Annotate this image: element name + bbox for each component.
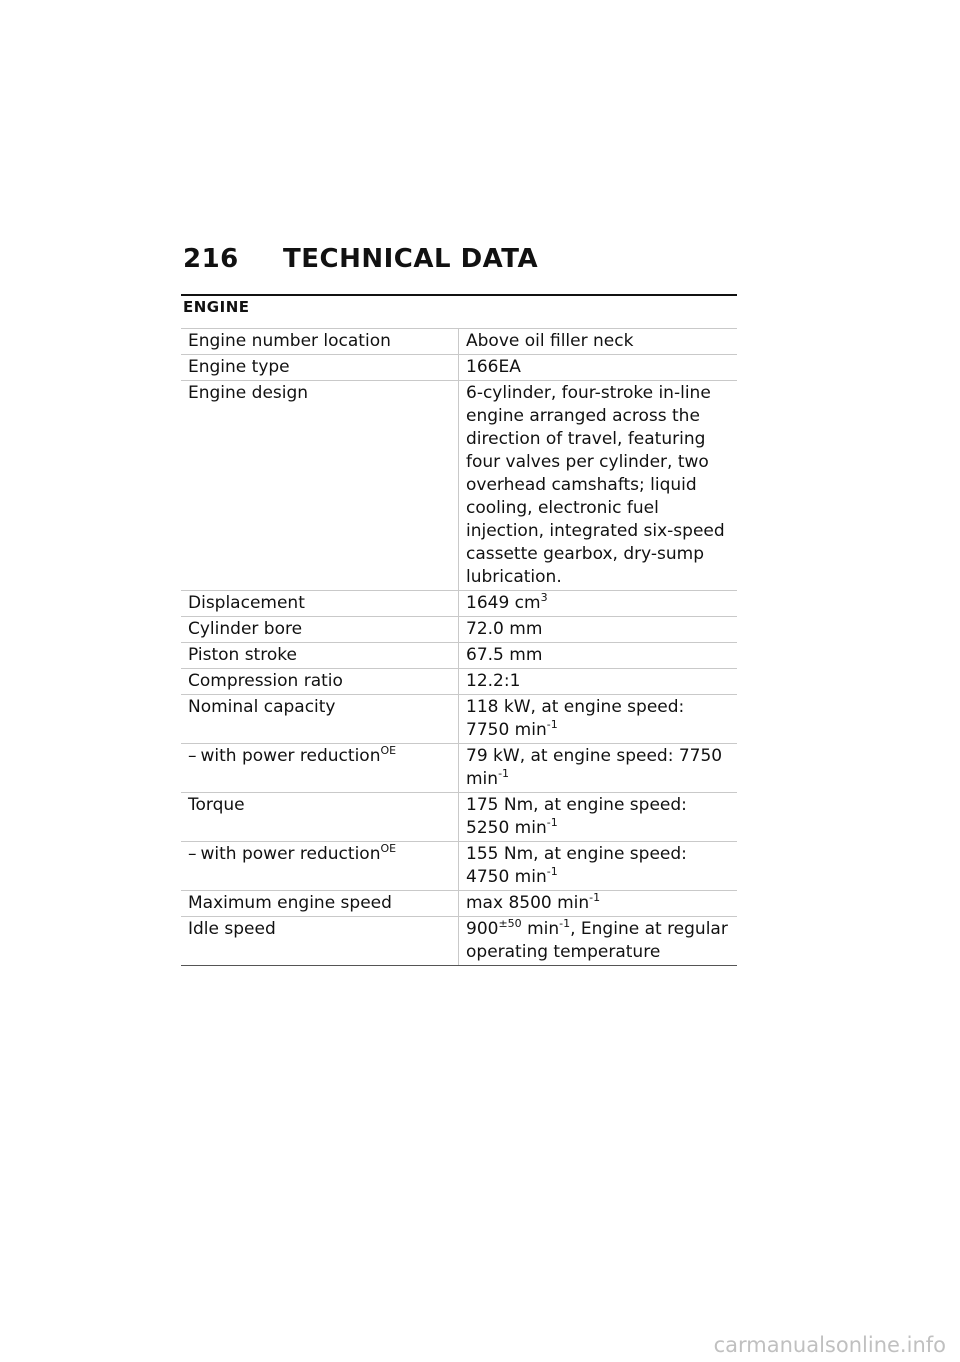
table-row	[181, 591, 737, 617]
table-row	[181, 329, 737, 355]
row-label: Engine type	[188, 357, 290, 377]
row-value-cell	[459, 355, 738, 381]
table-row	[181, 695, 737, 744]
table-row	[181, 891, 737, 917]
row-label: Torque	[188, 795, 245, 815]
watermark: carmanualsonline.info	[713, 1333, 946, 1357]
row-value-cell	[459, 329, 738, 355]
row-label: Maximum engine speed	[188, 893, 392, 913]
table-row	[181, 793, 737, 842]
row-value-cell	[459, 643, 738, 669]
value-superscript: 3	[540, 591, 548, 604]
row-label-cell	[181, 669, 459, 695]
row-value-cell	[459, 591, 738, 617]
row-value: 118 kW, at engine speed: 7750 min	[466, 697, 685, 740]
table-row	[181, 355, 737, 381]
row-label: Compression ratio	[188, 671, 343, 691]
row-label-cell	[181, 381, 459, 591]
row-value-cell	[459, 891, 738, 917]
value-superscript: -1	[546, 865, 558, 878]
row-value-cell	[459, 381, 738, 591]
row-value-tail: , Engine at regular operating temperature	[466, 919, 728, 962]
row-value: 175 Nm, at engine speed: 5250 min	[466, 795, 687, 838]
value-superscript: -1	[498, 767, 510, 780]
table-row	[181, 643, 737, 669]
row-label-cell	[181, 842, 459, 891]
value-superscript: -1	[589, 891, 601, 904]
row-value-cell	[459, 617, 738, 643]
row-value: 1649 cm	[466, 593, 541, 613]
spec-table	[181, 328, 737, 966]
value-superscript: ±50	[498, 917, 522, 930]
row-value-cell	[459, 744, 738, 793]
row-value: 6-cylinder, four-stroke in-line engine arranged across the direction of travel, featuring four valves per cylinder, two overhead camshafts; liquid cooling, electronic fuel injection, integrated six-speed cassette gearbox, dry-sump lubrication.	[466, 383, 725, 587]
page-header	[183, 244, 538, 274]
page-title: TECHNICAL DATA	[283, 244, 539, 274]
value-superscript: -1	[546, 718, 558, 731]
row-label: with power reduction	[200, 844, 381, 864]
table-row	[181, 917, 737, 966]
header-rule	[181, 294, 737, 296]
row-value: 166EA	[466, 357, 521, 377]
row-value-cell	[459, 917, 738, 966]
table-row	[181, 381, 737, 591]
section-title: ENGINE	[183, 298, 250, 316]
row-label: Engine number location	[188, 331, 391, 351]
row-label-cell	[181, 793, 459, 842]
row-label-cell	[181, 744, 459, 793]
row-value: max 8500 min	[466, 893, 590, 913]
row-label: Displacement	[188, 593, 305, 613]
row-value: 900	[466, 919, 499, 939]
row-value: 72.0 mm	[466, 619, 543, 639]
row-value: 155 Nm, at engine speed: 4750 min	[466, 844, 687, 887]
label-dash: –	[188, 844, 197, 864]
row-label-cell	[181, 355, 459, 381]
row-label-cell	[181, 695, 459, 744]
table-row	[181, 744, 737, 793]
row-label: Cylinder bore	[188, 619, 303, 639]
row-label-cell	[181, 591, 459, 617]
row-value-cell	[459, 695, 738, 744]
row-label-cell	[181, 617, 459, 643]
row-label: Piston stroke	[188, 645, 297, 665]
row-value-cell	[459, 793, 738, 842]
value-superscript: -1	[546, 816, 558, 829]
row-value-mid: min	[521, 919, 560, 939]
row-value: 79 kW, at engine speed: 7750 min	[466, 746, 723, 789]
row-label: with power reduction	[200, 746, 381, 766]
row-label: Idle speed	[188, 919, 276, 939]
table-row	[181, 842, 737, 891]
row-label: Nominal capacity	[188, 697, 336, 717]
value-superscript: -1	[559, 917, 571, 930]
table-row	[181, 669, 737, 695]
row-label-cell	[181, 643, 459, 669]
label-dash: –	[188, 746, 197, 766]
row-value: Above oil filler neck	[466, 331, 634, 351]
row-label-cell	[181, 329, 459, 355]
page-number: 216	[183, 244, 239, 274]
row-label: Engine design	[188, 383, 309, 403]
table-row	[181, 617, 737, 643]
label-superscript: OE	[380, 744, 397, 757]
label-superscript: OE	[380, 842, 397, 855]
row-value: 67.5 mm	[466, 645, 543, 665]
row-value-cell	[459, 669, 738, 695]
row-value-cell	[459, 842, 738, 891]
row-value: 12.2:1	[466, 671, 521, 691]
row-label-cell	[181, 891, 459, 917]
row-label-cell	[181, 917, 459, 966]
